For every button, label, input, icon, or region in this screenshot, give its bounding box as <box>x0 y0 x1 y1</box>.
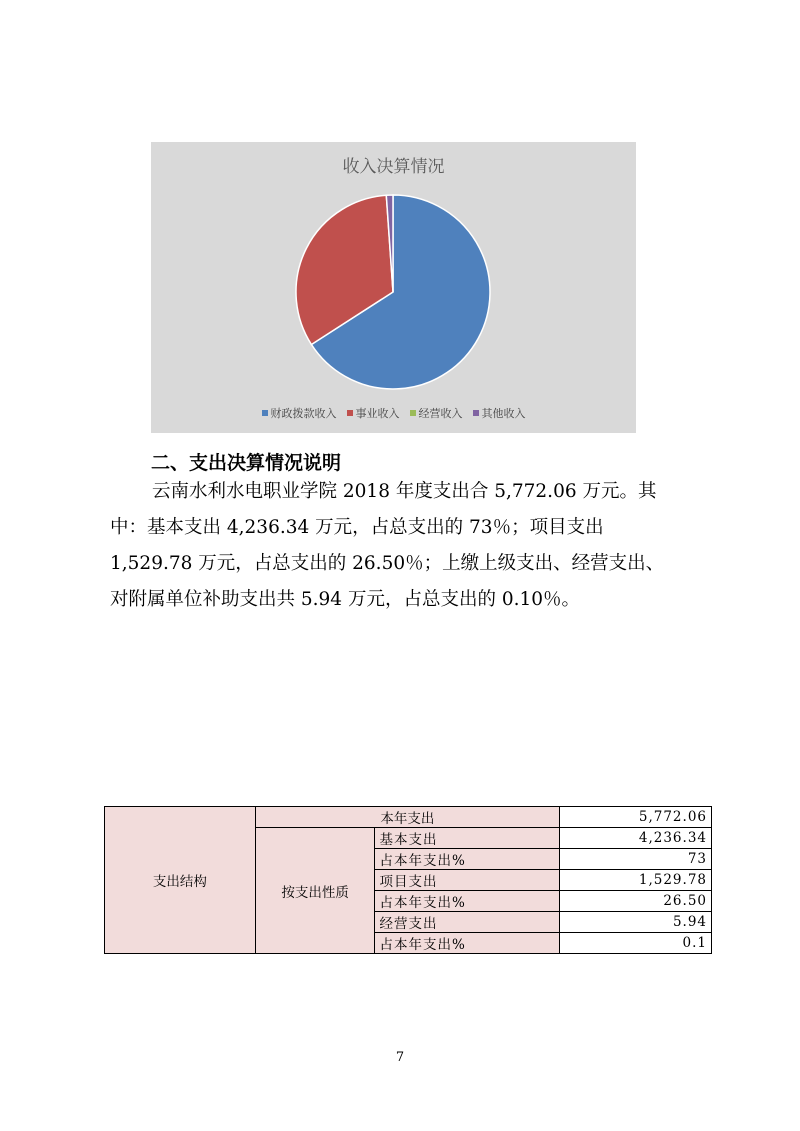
legend-swatch <box>473 410 479 416</box>
paragraph-line: 1,529.78 万元，占总支出的 26.50％；上缴上级支出、经营支出、 <box>110 553 665 574</box>
legend-swatch <box>410 410 416 416</box>
page-number: 7 <box>395 1050 405 1065</box>
legend-label: 财政拨款收入 <box>270 407 337 420</box>
row-value-cell: 73 <box>560 849 712 870</box>
legend-label: 其他收入 <box>481 407 526 420</box>
row-value-cell: 26.50 <box>560 891 712 912</box>
paragraph-line: 云南水利水电职业学院 2018 年度支出合 5,772.06 万元。其 <box>152 481 657 502</box>
legend-swatch <box>347 410 353 416</box>
legend-item <box>262 405 337 421</box>
row-label-cell: 基本支出 <box>375 828 560 849</box>
legend-label: 经营收入 <box>418 407 463 420</box>
legend-swatch <box>262 410 268 416</box>
group-label-cell: 支出结构 <box>105 807 256 954</box>
legend-item <box>410 405 463 421</box>
row-value-cell: 4,236.34 <box>560 828 712 849</box>
expenditure-table <box>104 806 712 954</box>
row-label-cell: 占本年支出% <box>375 933 560 954</box>
sub-group-label-cell: 按支出性质 <box>255 828 375 954</box>
row-label-cell: 占本年支出% <box>375 891 560 912</box>
row-value-cell: 5.94 <box>560 912 712 933</box>
section-heading: 二、支出决算情况说明 <box>151 452 342 474</box>
pie-chart-canvas <box>151 142 636 433</box>
table-row <box>105 807 712 828</box>
pie-chart <box>151 142 636 433</box>
legend-item <box>473 405 526 421</box>
row-value-cell: 0.1 <box>560 933 712 954</box>
paragraph <box>110 474 710 618</box>
total-value-cell: 5,772.06 <box>560 807 712 828</box>
paragraph-line: 对附属单位补助支出共 5.94 万元，占总支出的 0.10％。 <box>110 589 581 610</box>
row-label-cell: 经营支出 <box>375 912 560 933</box>
legend-label: 事业收入 <box>355 407 400 420</box>
paragraph-line: 中：基本支出 4,236.34 万元，占总支出的 73％；项目支出 <box>110 517 604 538</box>
row-label-cell: 占本年支出% <box>375 849 560 870</box>
legend-item <box>347 405 400 421</box>
chart-title: 收入决算情况 <box>342 157 445 177</box>
chart-legend <box>151 405 636 421</box>
total-label-cell: 本年支出 <box>255 807 559 828</box>
row-value-cell: 1,529.78 <box>560 870 712 891</box>
row-label-cell: 项目支出 <box>375 870 560 891</box>
